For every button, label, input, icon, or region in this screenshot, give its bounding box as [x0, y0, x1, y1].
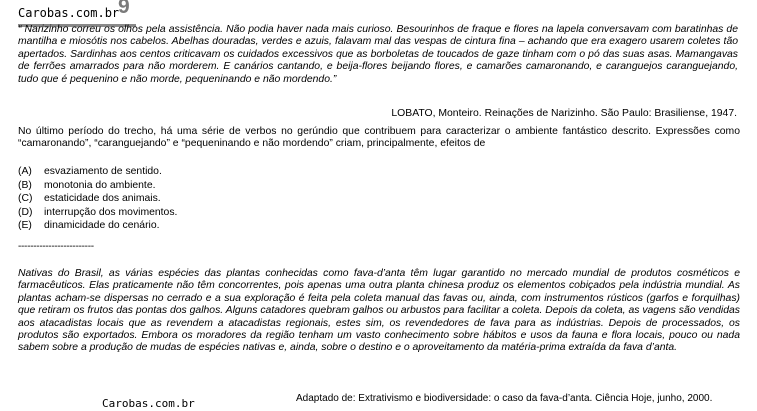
passage-reference: Adaptado de: Extrativismo e biodiversidade: o caso da fava-d’anta. Ciência Hoje, junho, 2000.	[296, 393, 713, 404]
site-watermark-top: Carobas.com.br	[18, 6, 120, 20]
option-text: estaticidade dos animais.	[44, 193, 161, 205]
option-text: interrupção dos movimentos.	[44, 206, 178, 218]
option-letter: (B)	[18, 179, 32, 191]
option-d	[18, 207, 518, 221]
option-letter: (E)	[18, 220, 32, 232]
quote-text: “ Narizinho correu os olhos pela assistência. Não podia haver nada mais curioso. Besourinhos de fraque e flores na lapela conversavam com baratinhas de mantilha e miosótis nos cabelos. Abelhas douradas, verdes e azuis, falavam mal das vespas de cintura fina – achando que era exagero usarem coletes tão apertados. Sardinhas aos centos criticavam os cuidados excessivos que as borboletas de toucados de gaze tinham com o pó das suas asas. Mamangavas de ferrões amarrados para não morderem. E canários cantando, e beija-flores beijando flores, e camarões camaronando, e caranguejos caranguejando, tudo que é pequenino e não morde, pequeninando e não mordendo.”	[18, 24, 738, 85]
site-watermark-bottom: Carobas.com.br	[102, 397, 195, 410]
option-text: esvaziamento de sentido.	[44, 166, 162, 177]
option-a	[18, 166, 518, 180]
question-number: 9	[118, 0, 130, 18]
option-c	[18, 193, 518, 207]
option-b	[18, 180, 518, 194]
quote-reference: LOBATO, Monteiro. Reinações de Narizinho. São Paulo: Brasiliense, 1947.	[391, 108, 737, 119]
option-e	[18, 220, 518, 234]
option-letter: (C)	[18, 193, 33, 205]
page-header	[18, 0, 738, 25]
option-letter: (A)	[18, 166, 32, 177]
question-stem: No último período do trecho, há uma série de verbos no gerúndio que contribuem para caracterizar o ambiente fantástico descrito. Expressões como “camaronando”, “caranguejando” e “pequeninando e não mordendo” criam, principalmente, efeitos de	[18, 126, 740, 150]
option-letter: (D)	[18, 206, 33, 218]
section-separator: -------------------------	[18, 241, 94, 252]
option-text: dinamicidade do cenário.	[44, 220, 160, 232]
passage-text: Nativas do Brasil, as várias espécies das plantas conhecidas como fava-d’anta têm lugar garantido no mercado mundial de produtos cosméticos e farmacêuticos. Elas praticamente não têm concorrentes, pois apenas uma outra planta chinesa produz os elementos cobiçados pela indústria mundial. As plantas acham-se dispersas no cerrado e a sua exploração é feita pela coleta manual das favas ou, ainda, com instrumentos rústicos (garfos e forquilhas) que retiram os frutos das pontas dos galhos. Alguns catadores quebram galhos ou arbustos para facilitar a coleta. Depois da coleta, as vagens são vendidas aos atacadistas locais que as revendem a atacadistas regionais, estes sim, os revendedores de fava para as indústrias. Depois de processados, os produtos são exportados. Embora os moradores da região tenham um vasto conhecimento sobre hábitos e usos da fauna e flora locais, pouco ou nada sabem sobre a produção de mudas de espécies nativas e, ainda, sobre o destino e o aproveitamento da matéria-prima extraída da fava d’anta.	[18, 268, 740, 354]
answer-options	[18, 166, 518, 234]
option-text: monotonia do ambiente.	[44, 179, 156, 191]
